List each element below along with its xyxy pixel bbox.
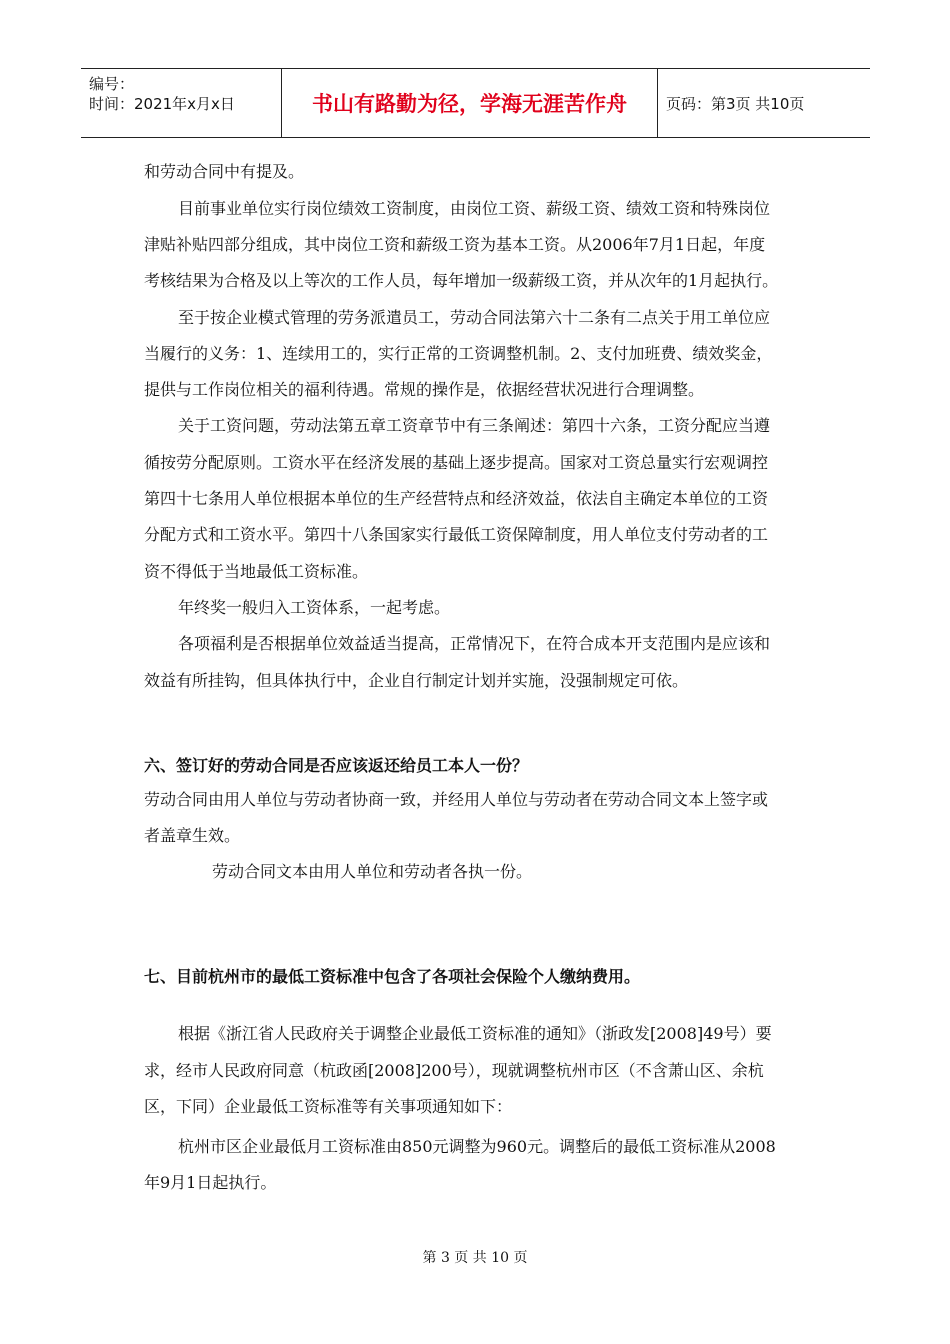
header-slogan: 书山有路勤为径，学海无涯苦作舟 xyxy=(312,92,627,116)
page-header xyxy=(81,68,870,138)
paragraph-line: 根据《浙江省人民政府关于调整企业最低工资标准的通知》（浙政发[2008]49号）要 xyxy=(178,1024,772,1043)
paragraph-line: 目前事业单位实行岗位绩效工资制度，由岗位工资、薪级工资、绩效工资和特殊岗位 xyxy=(178,199,771,218)
paragraph-line: 和劳动合同中有提及。 xyxy=(144,162,305,181)
section-heading-six: 六、签订好的劳动合同是否应该返还给员工本人一份？ xyxy=(144,756,529,775)
paragraph-line: 分配方式和工资水平。第四十八条国家实行最低工资保障制度，用人单位支付劳动者的工 xyxy=(144,525,769,544)
paragraph-line: 津贴补贴四部分组成，其中岗位工资和薪级工资为基本工资。从2006年7月1日起，年度 xyxy=(144,235,766,254)
header-meta xyxy=(81,69,282,137)
paragraph-line: 区，下同）企业最低工资标准等有关事项通知如下： xyxy=(144,1097,513,1116)
paragraph-line: 资不得低于当地最低工资标准。 xyxy=(144,562,369,581)
paragraph-line: 关于工资问题，劳动法第五章工资章节中有三条阐述：第四十六条，工资分配应当遵 xyxy=(178,416,771,435)
header-page-number: 页码：第3页 共10页 xyxy=(666,94,805,113)
paragraph-line: 考核结果为合格及以上等次的工作人员，每年增加一级薪级工资，并从次年的1月起执行。 xyxy=(144,271,779,290)
paragraph-line: 循按劳分配原则。工资水平在经济发展的基础上逐步提高。国家对工资总量实行宏观调控 xyxy=(144,453,769,472)
paragraph-line: 年终奖一般归入工资体系，一起考虑。 xyxy=(178,598,451,617)
paragraph-line: 效益有所挂钩，但具体执行中，企业自行制定计划并实施，没强制规定可依。 xyxy=(144,671,689,690)
paragraph-line: 当履行的义务：1、连续用工的，实行正常的工资调整机制。2、支付加班费、绩效奖金， xyxy=(144,344,773,363)
paragraph-line: 劳动合同文本由用人单位和劳动者各执一份。 xyxy=(212,862,533,881)
paragraph-line: 第四十七条用人单位根据本单位的生产经营特点和经济效益，依法自主确定本单位的工资 xyxy=(144,489,769,508)
document-number-label: 编号： xyxy=(89,75,135,93)
paragraph-line: 者盖章生效。 xyxy=(144,826,241,845)
section-heading-seven: 七、目前杭州市的最低工资标准中包含了各项社会保险个人缴纳费用。 xyxy=(144,967,641,986)
paragraph-line: 杭州市区企业最低月工资标准由850元调整为960元。调整后的最低工资标准从2008 xyxy=(178,1137,776,1156)
paragraph-line: 劳动合同由用人单位与劳动者协商一致，并经用人单位与劳动者在劳动合同文本上签字或 xyxy=(144,790,769,809)
paragraph-line: 各项福利是否根据单位效益适当提高，正常情况下，在符合成本开支范围内是应该和 xyxy=(178,634,771,653)
paragraph-line: 求，经市人民政府同意（杭政函[2008]200号），现就调整杭州市区（不含萧山区、余杭 xyxy=(144,1061,764,1080)
page-footer: 第 3 页 共 10 页 xyxy=(422,1250,528,1266)
document-time-label: 时间：2021年x月x日 xyxy=(89,95,235,113)
paragraph-line: 至于按企业模式管理的劳务派遣员工，劳动合同法第六十二条有二点关于用工单位应 xyxy=(178,308,771,327)
paragraph-line: 年9月1日起执行。 xyxy=(144,1173,277,1192)
paragraph-line: 提供与工作岗位相关的福利待遇。常规的操作是，依据经营状况进行合理调整。 xyxy=(144,380,705,399)
header-slogan-cell xyxy=(282,69,658,137)
